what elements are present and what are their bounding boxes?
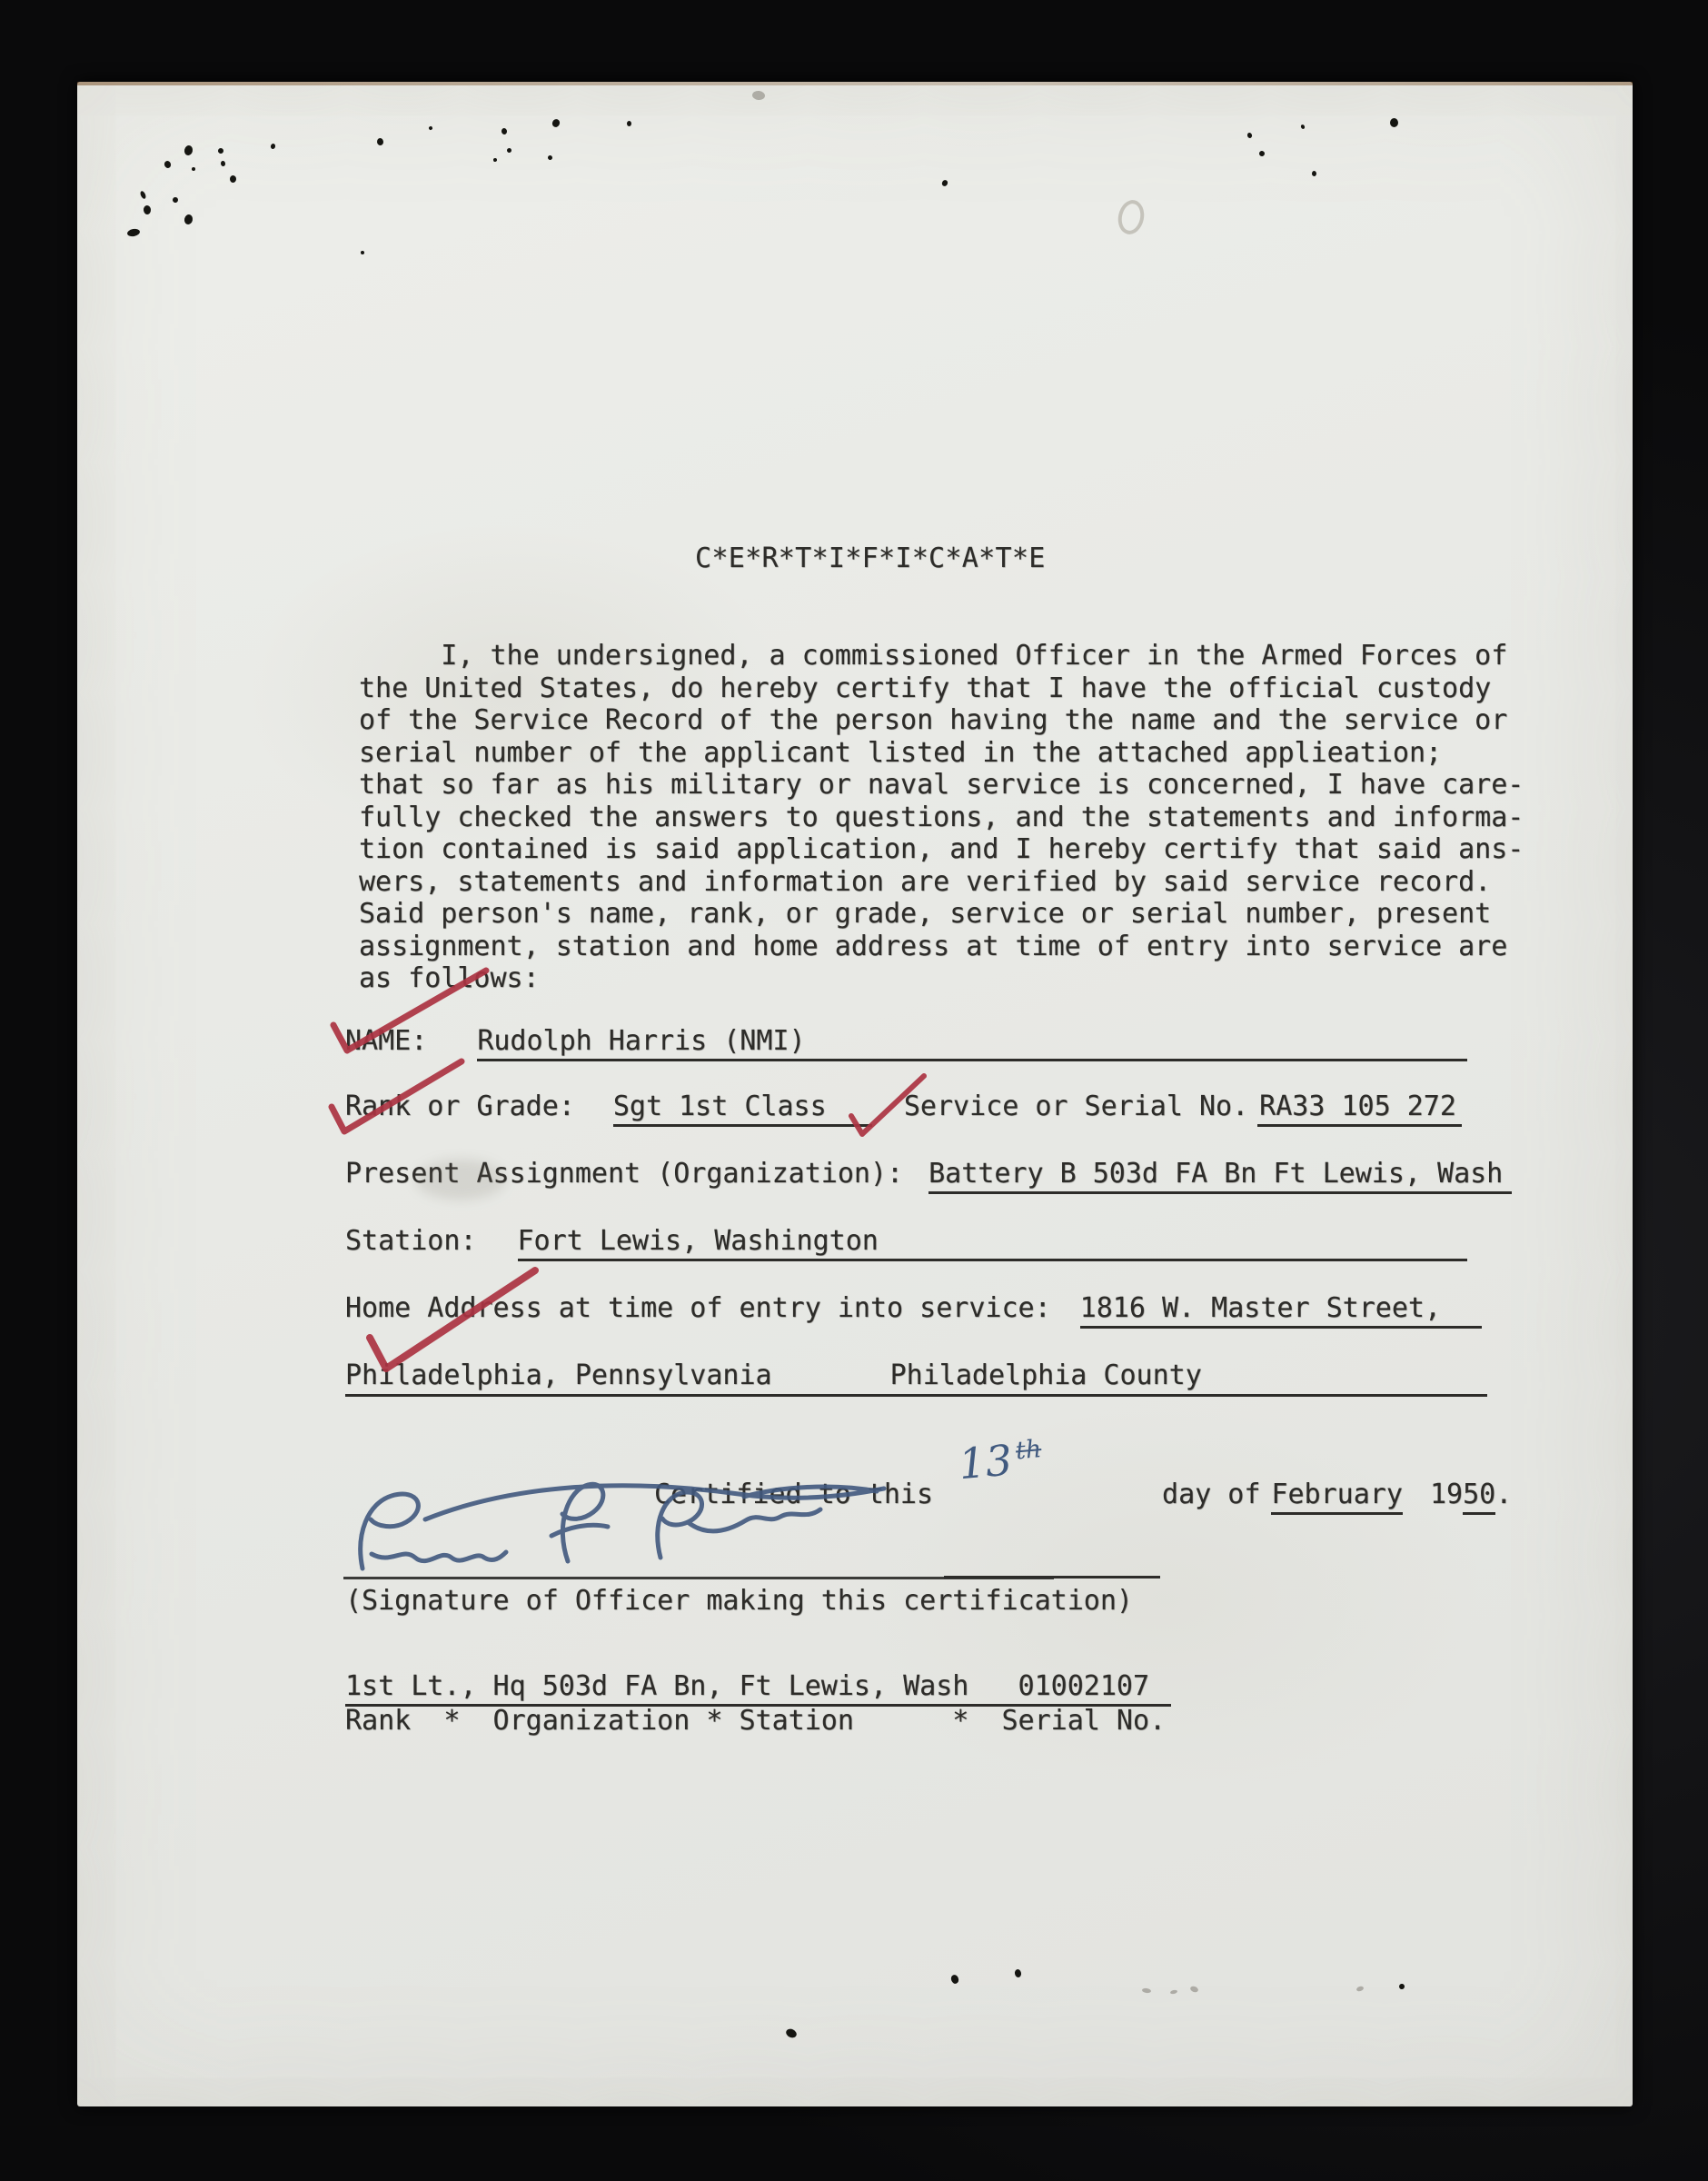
officer-rank-org-line: [345, 1670, 1171, 1707]
serial-value: RA33 105 272: [1259, 1090, 1456, 1122]
serial-label: Service or Serial No.: [903, 1090, 1249, 1122]
day-ordinal-suffix: th: [1014, 1435, 1043, 1466]
assignment-field-row: [345, 1158, 1512, 1194]
paragraph-line: fully checked the answers to questions, and the statements and informa-: [359, 801, 1524, 833]
paragraph-line: the United States, do hereby certify that I have the official custody: [359, 672, 1492, 704]
name-value: Rudolph Harris (NMI): [477, 1025, 806, 1057]
paragraph-line: assignment, station and home address at time of entry into service are: [359, 930, 1508, 962]
assignment-value: Battery B 503d FA Bn Ft Lewis, Wash: [928, 1158, 1504, 1190]
day-number: 13: [957, 1435, 1015, 1489]
paragraph-line: wers, statements and information are verified by said service record.: [359, 865, 1492, 898]
serial-underline: [1257, 1090, 1462, 1127]
ink-speck: [1312, 171, 1316, 176]
officer-rank-org-text: 1st Lt., Hq 503d FA Bn, Ft Lewis, Wash 01002107: [345, 1670, 1171, 1707]
red-checkmark-icon: [846, 1069, 929, 1140]
station-value: Fort Lewis, Washington: [517, 1225, 879, 1257]
ink-speck: [627, 121, 631, 126]
certificate-body: [359, 640, 1522, 995]
red-checkmark-icon: [326, 1052, 467, 1136]
assignment-underline: [928, 1158, 1512, 1194]
rank-label: Rank or Grade:: [345, 1090, 575, 1122]
paper-stain: [415, 1160, 506, 1200]
day-blank-underline: [944, 1435, 1160, 1578]
red-checkmark-icon: [328, 965, 492, 1056]
paragraph-line: serial number of the applicant listed in the attached applieation;: [359, 736, 1443, 769]
year-last-digits: 50: [1463, 1479, 1495, 1515]
home-address-underline: [1080, 1292, 1482, 1329]
certificate-paper: [77, 82, 1633, 2106]
paragraph-line: Said person's name, rank, or grade, service or serial number, present: [359, 898, 1492, 930]
rank-underline: [613, 1090, 872, 1127]
station-field-row: [345, 1225, 1467, 1261]
year-first-digits: 19: [1413, 1479, 1464, 1510]
paragraph-line: tion contained is said application, and I hereby certify that said ans-: [359, 833, 1524, 865]
home-address-value: 1816 W. Master Street,: [1079, 1292, 1442, 1324]
paragraph-line: I, the undersigned, a commissioned Officer in the Armed Forces of: [359, 640, 1508, 672]
month-value: February: [1271, 1479, 1403, 1515]
red-checkmark-icon: [361, 1263, 542, 1374]
period: .: [1495, 1479, 1513, 1510]
paper-smudge: [1115, 198, 1147, 237]
home-address-label: Home Address at time of entry into service:: [345, 1292, 1051, 1324]
handwritten-day: [957, 1433, 1043, 1489]
paragraph-line: as follows:: [359, 962, 540, 994]
station-label: Station:: [345, 1225, 477, 1257]
city-state-value: Philadelphia, Pennsylvania: [345, 1359, 772, 1391]
officer-signature: [339, 1469, 929, 1587]
paragraph-line: of the Service Record of the person having the name and the service or: [359, 704, 1508, 736]
assignment-label: Present Assignment (Organization):: [345, 1158, 904, 1190]
station-underline: [518, 1225, 1467, 1261]
certificate-title: C*E*R*T*I*F*I*C*A*T*E: [695, 543, 1046, 574]
certified-prefix: Certified to this: [654, 1479, 934, 1510]
paragraph-line: that so far as his military or naval service is concerned, I have care-: [359, 769, 1524, 801]
county-value: Philadelphia County: [889, 1359, 1202, 1391]
signature-caption: (Signature of Officer making this certification): [345, 1585, 1133, 1617]
signature-underline: [343, 1577, 1054, 1579]
name-label: NAME:: [345, 1025, 428, 1057]
ink-speck: [1390, 118, 1398, 127]
footer-column-headers: Rank * Organization * Station * Serial No.: [345, 1705, 1167, 1737]
rank-value: Sgt 1st Class: [612, 1090, 827, 1122]
name-field-row: [345, 1025, 1467, 1061]
certified-middle-text: day of: [1162, 1479, 1261, 1510]
name-underline: [477, 1025, 1467, 1061]
